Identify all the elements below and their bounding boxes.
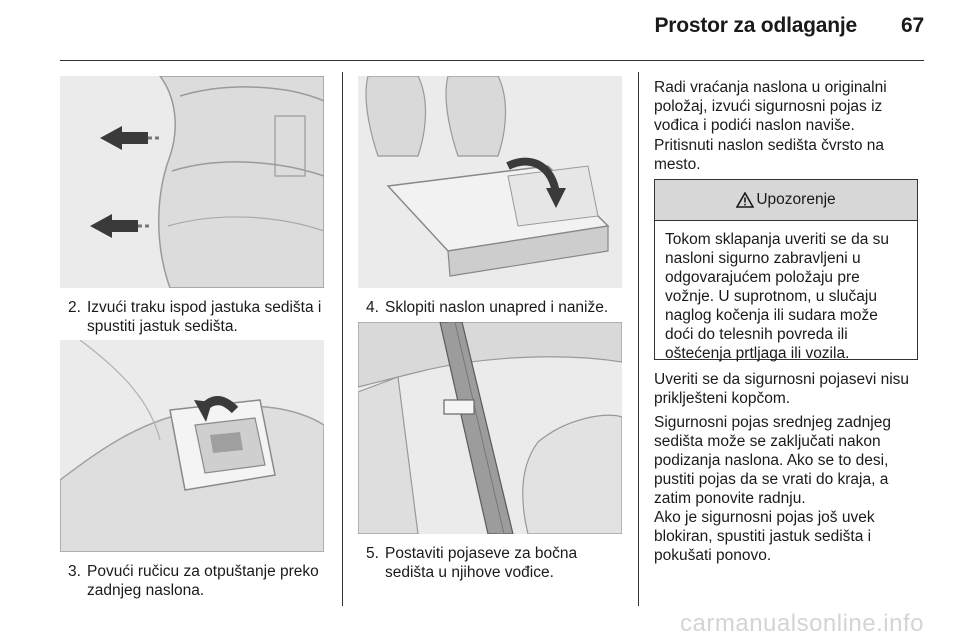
column-divider-2 [638, 72, 639, 606]
step-3 [68, 562, 330, 600]
seat-cushion-illustration [60, 76, 324, 288]
warning-header [655, 180, 917, 221]
paragraph-middle-belt: Sigurnosni pojas srednjeg zadnjeg sedišta može se zaključati nakon podizanja naslona. Ako se to desi, pustiti pojas da se vrati do kraja, a zatim ponovite radnju. [654, 414, 891, 507]
column-divider-1 [342, 72, 343, 606]
step-4 [366, 298, 628, 317]
warning-box [654, 179, 918, 360]
header-rule [60, 60, 924, 61]
step-text: Sklopiti naslon unapred i naniže. [385, 299, 609, 316]
step-number: 5. [366, 545, 379, 562]
step-2 [68, 298, 330, 336]
page-number: 67 [901, 14, 924, 37]
step-text: Postaviti pojaseve za bočna sedišta u njihove vođice. [385, 545, 578, 581]
step-number: 4. [366, 299, 379, 316]
paragraph-belts-not-pinched: Uveriti se da sigurnosni pojasevi nisu priklješteni kopčom. [654, 371, 910, 407]
step-number: 3. [68, 563, 81, 580]
belt-guide-illustration [358, 322, 622, 534]
page-title: Prostor za odlaganje [654, 14, 858, 37]
release-lever-illustration [60, 340, 324, 552]
step-number: 2. [68, 299, 81, 316]
paragraph-belt-blocked: Ako je sigurnosni pojas još uvek blokiran, spustiti jastuk sedišta i pokušati ponovo. [654, 509, 875, 564]
step-5 [366, 544, 628, 582]
watermark: carmanualsonline.info [680, 610, 924, 637]
folded-backrest-illustration [358, 76, 622, 288]
step-text: Povući ručicu za otpuštanje preko zadnjeg naslona. [87, 563, 319, 599]
paragraph-press-backrest: Pritisnuti naslon sedišta čvrsto na mesto. [654, 137, 885, 173]
paragraph-return-backrest: Radi vraćanja naslona u originalni položaj, izvući sigurnosni pojas iz vođica i podići naslon naviše. [654, 79, 887, 134]
warning-text: Tokom sklapanja uveriti se da su nasloni sigurno zabravljeni u odgovarajućem položaju pre vožnje. U suprotnom, u slučaju naglog kočenja ili sudara može doći do telesnih povreda ili oštećenja prtljaga ili vozila. [665, 231, 890, 362]
warning-triangle-icon [736, 192, 754, 208]
arrow-left-icon [90, 214, 138, 238]
step-text: Izvući traku ispod jastuka sedišta i spustiti jastuk sedišta. [87, 299, 322, 335]
warning-title: Upozorenje [756, 191, 836, 208]
arrow-left-icon [100, 126, 148, 150]
page-header [654, 14, 924, 38]
